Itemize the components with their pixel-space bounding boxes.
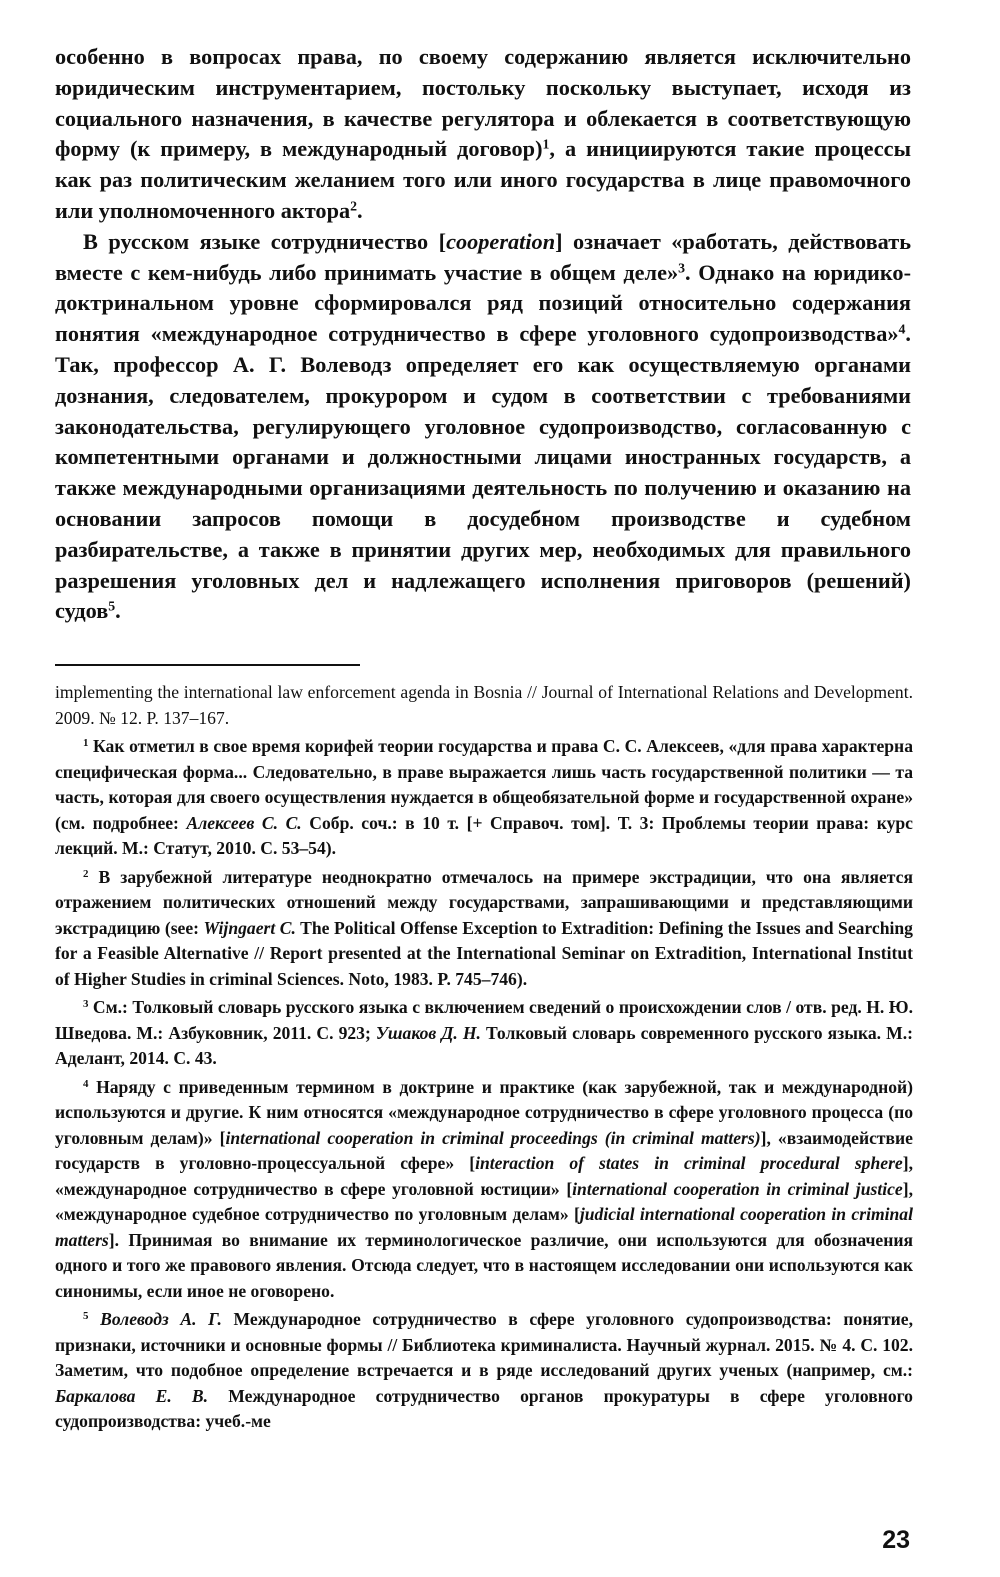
footnote-ref-1: 1: [542, 136, 550, 152]
paragraph-2: В русском языке сотрудничество [cooperation] означает «работать, действовать вместе с кем-нибудь либо принимать участие в общем деле»$^3$. Однако на юридико-доктринальном уровне сформировался ряд позиций относительно содержания понятия «международное сотрудничество в сфере уголовного судопроизводства»$^4$. Так, профессор А. Г. Волеводз определяет его как осуществляемую органами дознания, следователем, прокурором и судом в соответствии с требованиями законодательства, регулирующего уголовное судопроизводство, согласованную с компетентными органами и должностными лицами иностранных государств, а также международными организациями деятельность по получению и оказанию на основании запросов помощи в досудебном производстве и судебном разбирательстве, а также в принятии других мер, необходимых для правильного разрешения уголовных дел и надлежащего исполнения приговоров (решений) судов$^5$.: [55, 228, 912, 624]
footnote-ref-4: 4: [898, 321, 906, 337]
footnote-continuation: implementing the international law enforcement agenda in Bosnia // Journal of International Relations and Development. 2009. № 12. P. 137–167.: [55, 682, 913, 728]
footnote-5: $^5$ Волеводз А. Г. Международное сотрудничество в сфере уголовного судопроизводства: понятие, признаки, источники и основные формы // Библиотека криминалиста. Научный журнал. 2015. № 4. С. 102. Заметим, что подобное определение встречается и в ряде исследований других ученых (например, см.: Баркалова Е. В. Международное сотрудничество органов прокуратуры в сфере уголовного судопроизводства: учеб.-ме: [55, 1309, 913, 1431]
footnote-ref-2: 2: [350, 198, 358, 214]
footnotes: [55, 680, 913, 1438]
term-cooperation: cooperation: [446, 228, 556, 254]
footnote-2: $^2$ В зарубежной литературе неоднократно отмечалось на примере экстрадиции, что она является отражением политических отношений между государствами, запрашивающими и представляющими экстрадицию (see: Wijngaert C. The Political Offense Exception to Extradition: Defining the Issues and Searching for a Feasible Alternative // Report presented at the International Seminar on Extradition, International Institut of Higher Studies in criminal Sciences. Noto, 1983. P. 745–746).: [55, 866, 913, 989]
footnote-ref-3: 3: [678, 259, 686, 275]
footnote-3: $^3$ См.: Толковый словарь русского языка с включением сведений о происхождении слов / отв. ред. Н. Ю. Шведова. М.: Азбуковник, 2011. С. 923; Ушаков Д. Н. Толковый словарь современного русского языка. М.: Аделант, 2014. С. 43.: [55, 997, 913, 1068]
main-text: [55, 42, 911, 627]
footnote-1: $^1$ Как отметил в свое время корифей теории государства и права С. С. Алексеев, «для права характерна специфическая форма... Следовательно, в праве выражается лишь часть государственной политики — та часть, которая для своего осуществления нуждается в общеобязательной форме и государственной охране» (см. подробнее: Алексеев С. С. Собр. соч.: в 10 т. [+ Справоч. том]. Т. 3: Проблемы теории права: курс лекций. М.: Статут, 2010. С. 53–54).: [55, 736, 913, 858]
footnote-4: $^4$ Наряду с приведенным термином в доктрине и практике (как зарубежной, так и международной) используются и другие. К ним относятся «международное сотрудничество в сфере уголовного процесса (по уголовным делам)» [international cooperation in criminal proceedings (in criminal matters)], «взаимодействие государств в уголовно-процессуальной сфере» [interaction of states in criminal procedural sphere], «международное сотрудничество в сфере уголовной юстиции» [international cooperation in criminal justice], «международное судебное сотрудничество по уголовным делам» [judicial international cooperation in criminal matters]. Принимая во внимание их терминологическое различие, они используются для обозначения одного и того же правового явления. Отсюда следует, что в настоящем исследовании они используются как синонимы, если иное не оговорено.: [55, 1076, 913, 1301]
footnote-ref-5: 5: [108, 598, 116, 614]
page-number: 23: [882, 1526, 910, 1554]
paragraph-1: особенно в вопросах права, по своему содержанию является исключительно юридическим инструментарием, постольку поскольку выступает, исходя из социального назначения, в качестве регулятора и облекается в соответствующую форму (к примеру, в международный договор)$^1$, а инициируются такие процессы как раз политическим желанием того или иного государства в лице правомочного или уполномоченного актора$^2$.: [55, 44, 911, 223]
footnote-divider: [55, 664, 360, 666]
